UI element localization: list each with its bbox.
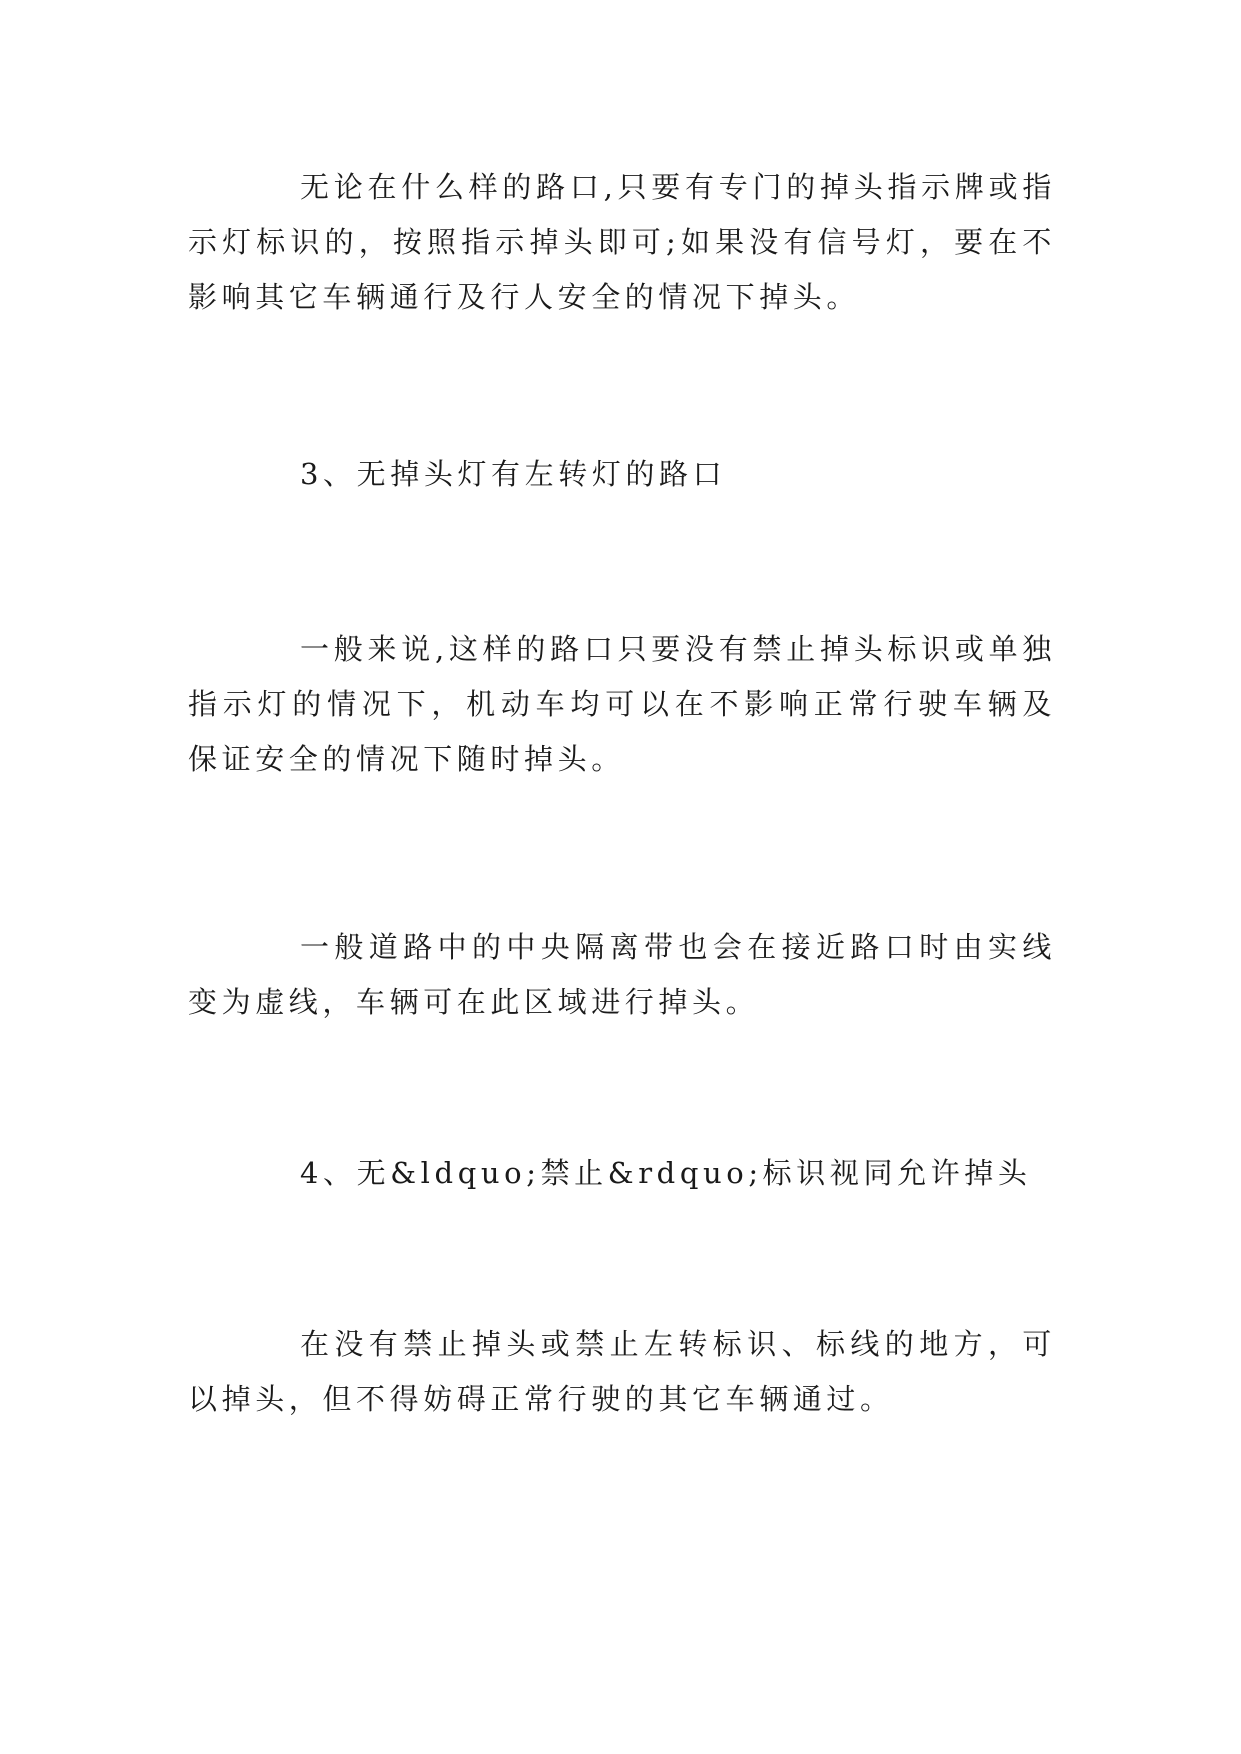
section-heading-4: 4、无&ldquo;禁止&rdquo;标识视同允许掉头	[300, 1156, 1032, 1190]
section-heading-3: 3、无掉头灯有左转灯的路口	[300, 457, 727, 491]
body-paragraph: 一般来说,这样的路口只要没有禁止掉头标识或单独指示灯的情况下，机动车均可以在不影响正常行驶车辆及保证安全的情况下随时掉头。	[188, 632, 1056, 776]
body-paragraph: 在没有禁止掉头或禁止左转标识、标线的地方，可以掉头，但不得妨碍正常行驶的其它车辆通过。	[188, 1327, 1056, 1416]
body-paragraph: 一般道路中的中央隔离带也会在接近路口时由实线变为虚线，车辆可在此区域进行掉头。	[188, 930, 1056, 1019]
body-paragraph: 无论在什么样的路口,只要有专门的掉头指示牌或指示灯标识的，按照指示掉头即可;如果没有信号灯，要在不影响其它车辆通行及行人安全的情况下掉头。	[188, 170, 1056, 314]
